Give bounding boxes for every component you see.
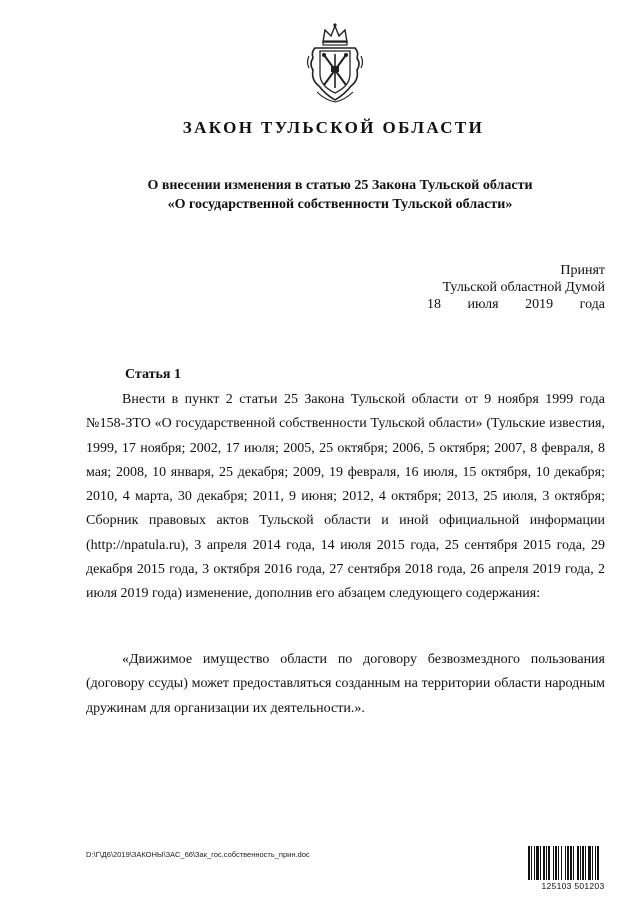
coat-of-arms-icon <box>305 22 365 104</box>
adopted-year-word: года <box>579 297 605 312</box>
subtitle-line-1: О внесении изменения в статью 25 Закона Тульской области <box>147 178 533 193</box>
article-heading: Статья 1 <box>125 367 181 382</box>
adopted-label: Принят <box>560 263 605 278</box>
law-subtitle <box>100 176 580 214</box>
barcode <box>528 846 618 894</box>
law-title: ЗАКОН ТУЛЬСКОЙ ОБЛАСТИ <box>182 118 485 137</box>
file-path: D:\Г\Д6\2019\ЗАКОНЫ\ЗАС_66\Зак_гос.собственность_прин.doc <box>86 850 310 859</box>
article-quote: «Движимое имущество области по договору безвозмездного пользования (договору ссуды) может предоставляться созданным на территории области народным дружинам для организации их деятельности.». <box>86 652 605 716</box>
adopted-body: Тульской областной Думой <box>442 280 605 295</box>
article-body: Внести в пункт 2 статьи 25 Закона Тульской области от 9 ноября 1999 года №158-ЗТО «О государственной собственности Тульской области» (Тульские известия, 1999, 17 ноября; 2002, 17 июля; 2005, 25 октября; 2006, 5 октября; 2007, 8 февраля, 8 мая; 2008, 10 января, 25 декабря; 2009, 19 февраля, 16 июля, 15 октября, 10 декабря; 2010, 4 марта, 30 декабря; 2011, 9 июня; 2012, 4 октября; 2013, 25 июля, 3 октября; Сборник правовых актов Тульской области и иной официальной информации (http://npatula.ru), 3 апреля 2014 года, 14 июля 2015 года, 25 сентября 2015 года, 29 декабря 2015 года, 3 октября 2016 года, 27 сентября 2018 года, 26 апреля 2019 года, 2 июля 2019 года) изменение, дополнив его абзацем следующего содержания: <box>86 392 605 602</box>
adoption-block <box>420 262 605 313</box>
adopted-date <box>420 296 605 313</box>
barcode-icon <box>528 846 618 880</box>
adopted-month: июля <box>467 297 499 312</box>
adopted-year: 2019 <box>525 297 554 312</box>
adopted-day: 18 <box>427 297 441 312</box>
barcode-number: 125103 501203 <box>541 881 605 891</box>
subtitle-line-2: «О государственной собственности Тульской области» <box>167 197 513 212</box>
